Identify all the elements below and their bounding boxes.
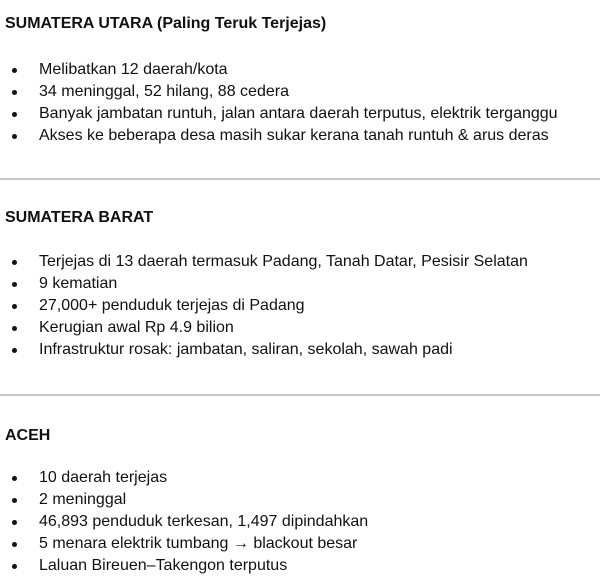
section-title: ACEH xyxy=(5,427,51,444)
list-item-text: 2 meninggal xyxy=(39,491,127,508)
section-divider xyxy=(0,394,600,396)
list-item-text: 27,000+ penduduk terjejas di Padang xyxy=(39,297,305,314)
bullet-icon xyxy=(12,542,17,547)
list-item-text: Akses ke beberapa desa masih sukar kerana tanah runtuh & arus deras xyxy=(39,127,549,144)
bullet-icon xyxy=(12,348,17,353)
list-item-text: Laluan Bireuen–Takengon terputus xyxy=(39,557,288,574)
list-item-text: 10 daerah terjejas xyxy=(39,469,168,486)
bullet-icon xyxy=(12,326,17,331)
list-item-text: Melibatkan 12 daerah/kota xyxy=(39,61,228,78)
section-title: SUMATERA UTARA (Paling Teruk Terjejas) xyxy=(5,15,327,32)
bullet-icon xyxy=(12,260,17,265)
list-item-text: 9 kematian xyxy=(39,275,118,292)
bullet-icon xyxy=(12,520,17,525)
list-item-text: 34 meninggal, 52 hilang, 88 cedera xyxy=(39,83,289,100)
bullet-icon xyxy=(12,134,17,139)
bullet-icon xyxy=(12,498,17,503)
list-item-text: 5 menara elektrik tumbang → blackout besar xyxy=(39,535,358,552)
section-title: SUMATERA BARAT xyxy=(5,209,154,226)
bullet-icon xyxy=(12,112,17,117)
bullet-icon xyxy=(12,282,17,287)
list-item-text: Terjejas di 13 daerah termasuk Padang, Tanah Datar, Pesisir Selatan xyxy=(39,253,528,270)
bullet-icon xyxy=(12,476,17,481)
list-item-text: 46,893 penduduk terkesan, 1,497 dipindahkan xyxy=(39,513,369,530)
list-item-text: Kerugian awal Rp 4.9 bilion xyxy=(39,319,234,336)
bullet-icon xyxy=(12,304,17,309)
list-item-text: Banyak jambatan runtuh, jalan antara daerah terputus, elektrik terganggu xyxy=(39,105,558,122)
bullet-icon xyxy=(12,564,17,569)
section-divider xyxy=(0,178,600,180)
bullet-icon xyxy=(12,68,17,73)
list-item-text: Infrastruktur rosak: jambatan, saliran, sekolah, sawah padi xyxy=(39,341,453,358)
bullet-icon xyxy=(12,90,17,95)
